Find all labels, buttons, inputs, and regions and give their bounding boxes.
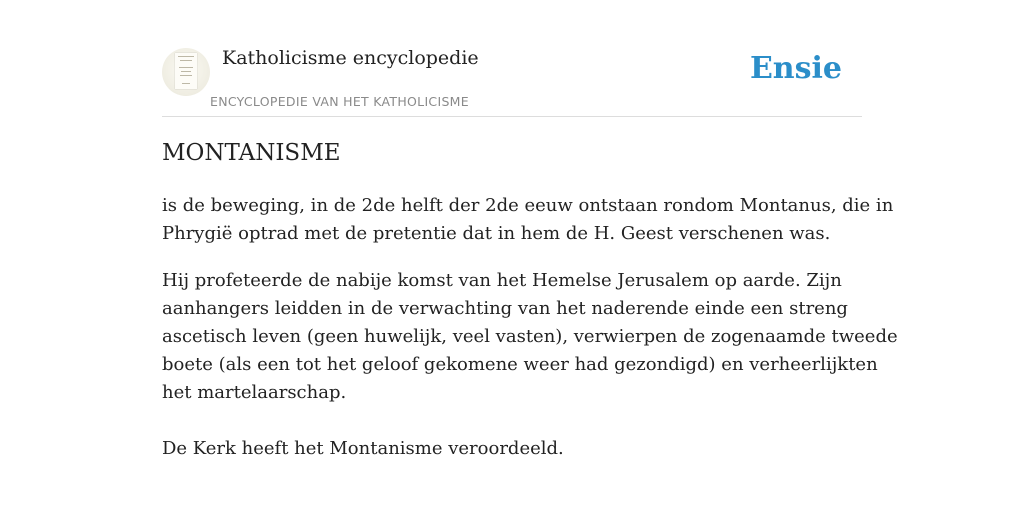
paragraph-line: het martelaarschap. bbox=[162, 382, 347, 403]
paragraph-line: Hij profeteerde de nabije komst van het Hemelse Jerusalem op aarde. Zijn bbox=[162, 270, 842, 291]
site-header bbox=[162, 44, 862, 117]
paragraph-line: aanhangers leidden in de verwachting van het naderende einde een streng bbox=[162, 298, 848, 319]
book-cover-page bbox=[175, 53, 197, 89]
article-paragraph-1 bbox=[162, 192, 894, 248]
article-paragraph-3 bbox=[162, 435, 862, 463]
site-title-link[interactable]: Katholicisme encyclopedie bbox=[222, 47, 479, 69]
paragraph-line: is de beweging, in de 2de helft der 2de eeuw ontstaan rondom Montanus, die in bbox=[162, 195, 894, 216]
site-subtitle: ENCYCLOPEDIE VAN HET KATHOLICISME bbox=[210, 94, 469, 109]
article-paragraph-2 bbox=[162, 267, 898, 407]
paragraph-line: Phrygië optrad met de pretentie dat in hem de H. Geest verschenen was. bbox=[162, 223, 831, 244]
ensie-logo-link[interactable]: Ensie bbox=[749, 51, 842, 86]
paragraph-line: De Kerk heeft het Montanisme veroordeeld. bbox=[162, 438, 564, 459]
article-title: MONTANISME bbox=[162, 140, 341, 166]
paragraph-line: ascetisch leven (geen huwelijk, veel vasten), verwierpen de zogenaamde tweede bbox=[162, 326, 898, 347]
paragraph-line: boete (als een tot het geloof gekomene weer had gezondigd) en verheerlijkten bbox=[162, 354, 878, 375]
book-cover-icon[interactable] bbox=[162, 48, 210, 96]
